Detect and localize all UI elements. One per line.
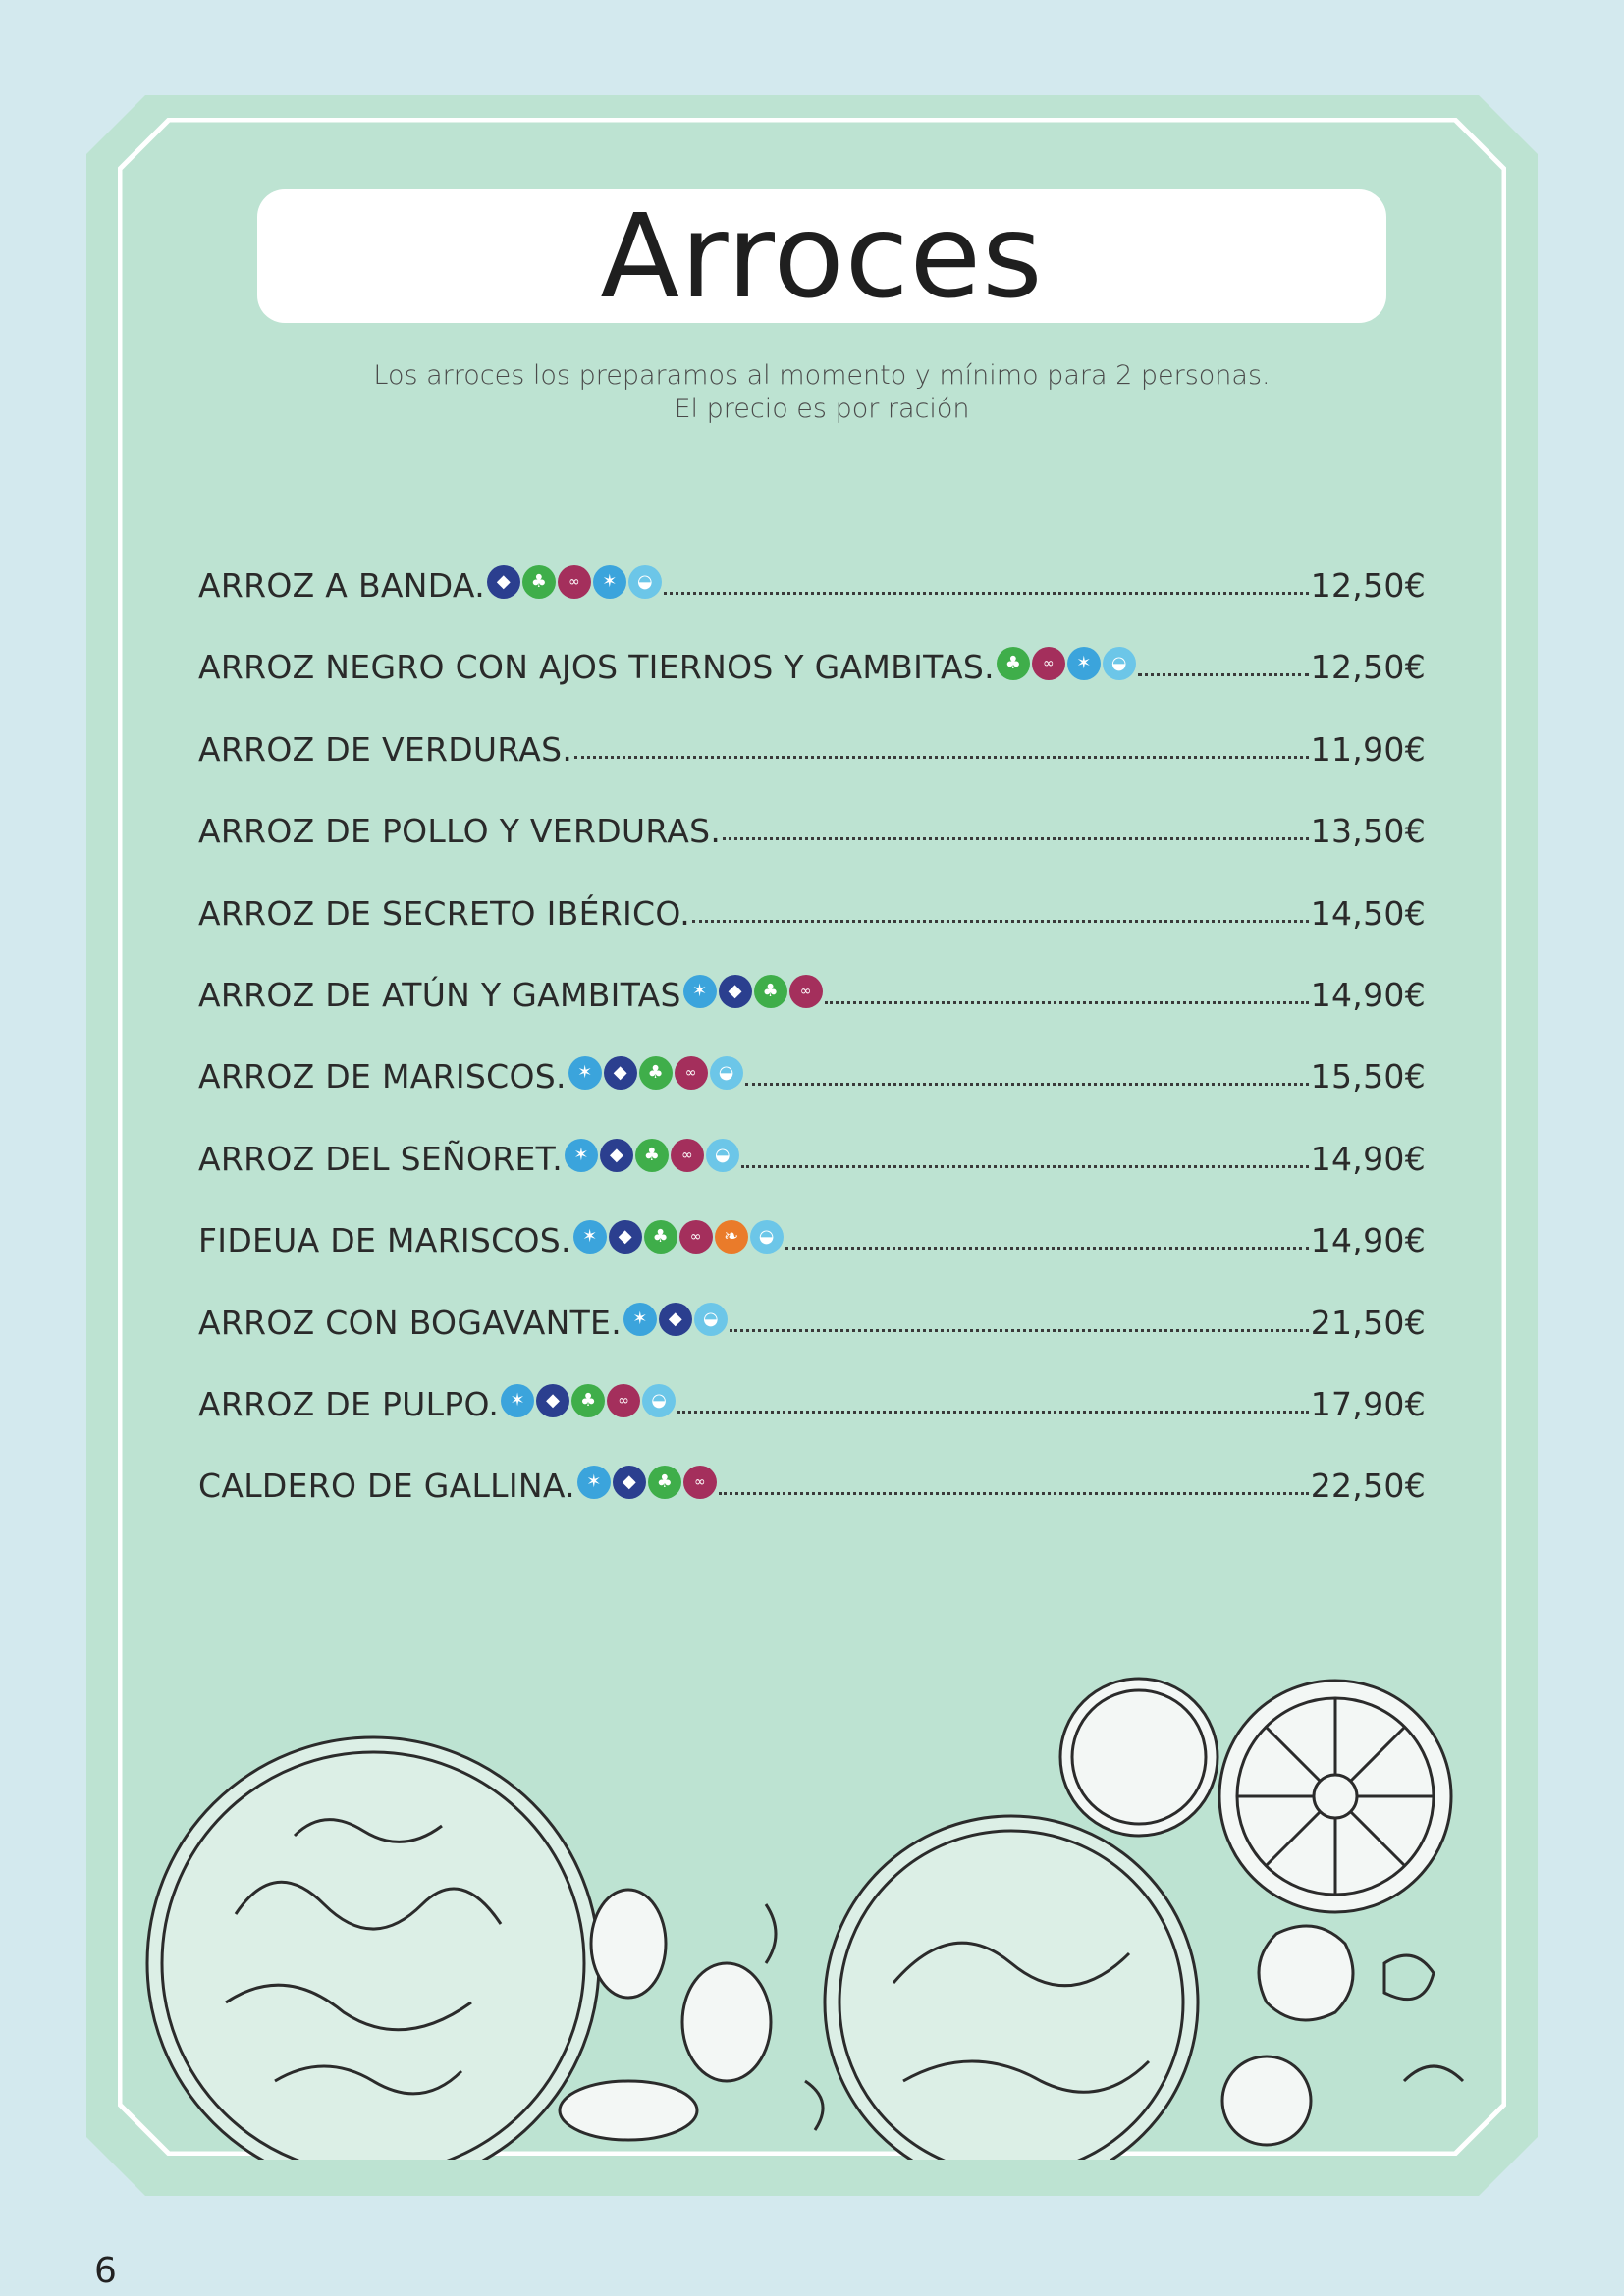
menu-item — [198, 639, 1426, 686]
dot-leader — [723, 837, 1309, 840]
menu-item — [198, 721, 1426, 769]
menu-item-name: ARROZ CON BOGAVANTE. — [198, 1303, 622, 1342]
dot-leader — [574, 756, 1309, 759]
menu-item-price: 13,50€ — [1310, 812, 1426, 851]
page-number: 6 — [94, 2251, 117, 2291]
celery-allergen-icon: ♣ — [754, 975, 787, 1008]
allergen-icons — [565, 1139, 739, 1172]
celery-allergen-icon: ♣ — [571, 1384, 605, 1417]
crustacean-allergen-icon: ✶ — [683, 975, 717, 1008]
food-illustration — [118, 1669, 1492, 2160]
crustacean-allergen-icon: ✶ — [501, 1384, 534, 1417]
menu-item-name: ARROZ NEGRO CON AJOS TIERNOS Y GAMBITAS. — [198, 648, 995, 687]
sulfite-allergen-icon: ∞ — [1032, 647, 1065, 680]
fish-allergen-icon: ◆ — [719, 975, 752, 1008]
fish-allergen-icon: ◆ — [609, 1220, 642, 1254]
menu-item — [198, 885, 1426, 933]
subtitle-line-2: El precio es por ración — [674, 394, 970, 424]
crustacean-allergen-icon: ✶ — [1067, 647, 1101, 680]
menu-item-price: 11,90€ — [1310, 729, 1426, 769]
dot-leader — [719, 1492, 1309, 1495]
menu-item-price: 14,90€ — [1310, 1221, 1426, 1260]
menu-item — [198, 558, 1426, 605]
dot-leader — [785, 1247, 1309, 1250]
allergen-icons — [573, 1220, 784, 1254]
menu-item-name: ARROZ DE MARISCOS. — [198, 1057, 567, 1096]
crustacean-allergen-icon: ✶ — [573, 1220, 607, 1254]
dot-leader — [745, 1083, 1309, 1086]
crustacean-allergen-icon: ✶ — [593, 565, 626, 599]
fish-allergen-icon: ◆ — [613, 1466, 646, 1499]
crustacean-allergen-icon: ✶ — [577, 1466, 611, 1499]
fish-allergen-icon: ◆ — [604, 1056, 637, 1090]
crustacean-allergen-icon: ✶ — [565, 1139, 598, 1172]
gluten-allergen-icon: ❧ — [715, 1220, 748, 1254]
menu-item-name: ARROZ A BANDA. — [198, 566, 485, 605]
dot-leader — [692, 920, 1309, 923]
menu-item-price: 21,50€ — [1310, 1303, 1426, 1342]
dot-leader — [664, 592, 1309, 595]
mollusc-allergen-icon: ◒ — [628, 565, 662, 599]
crustacean-allergen-icon: ✶ — [568, 1056, 602, 1090]
allergen-icons — [623, 1303, 728, 1336]
allergen-icons — [501, 1384, 676, 1417]
menu-item-name: ARROZ DE PULPO. — [198, 1385, 500, 1423]
mollusc-allergen-icon: ◒ — [642, 1384, 676, 1417]
page-title: Arroces — [600, 188, 1044, 324]
sulfite-allergen-icon: ∞ — [558, 565, 591, 599]
allergen-icons — [568, 1056, 743, 1090]
sulfite-allergen-icon: ∞ — [683, 1466, 717, 1499]
subtitle-line-1: Los arroces los preparamos al momento y mínimo para 2 personas. — [373, 360, 1271, 391]
fish-allergen-icon: ◆ — [600, 1139, 633, 1172]
sulfite-allergen-icon: ∞ — [607, 1384, 640, 1417]
menu-item — [198, 1212, 1426, 1259]
fish-allergen-icon: ◆ — [487, 565, 520, 599]
menu-item-price: 14,50€ — [1310, 893, 1426, 933]
menu-item-price: 12,50€ — [1310, 566, 1426, 605]
menu-item — [198, 1458, 1426, 1505]
menu-item-name: ARROZ DE ATÚN Y GAMBITAS — [198, 976, 681, 1014]
sulfite-allergen-icon: ∞ — [671, 1139, 704, 1172]
dot-leader — [1138, 673, 1309, 676]
menu-item-name: ARROZ DE SECRETO IBÉRICO. — [198, 893, 691, 933]
dot-leader — [677, 1411, 1308, 1414]
menu-item — [198, 967, 1426, 1014]
mollusc-allergen-icon: ◒ — [694, 1303, 728, 1336]
allergen-icons — [487, 565, 662, 599]
menu-item — [198, 1295, 1426, 1342]
menu-item — [198, 1131, 1426, 1178]
dot-leader — [825, 1001, 1309, 1004]
allergen-icons — [997, 647, 1136, 680]
menu-item-price: 15,50€ — [1310, 1057, 1426, 1096]
menu-item-name: FIDEUA DE MARISCOS. — [198, 1221, 571, 1260]
dot-leader — [730, 1329, 1309, 1332]
celery-allergen-icon: ♣ — [644, 1220, 677, 1254]
crustacean-allergen-icon: ✶ — [623, 1303, 657, 1336]
menu-item-name: ARROZ DEL SEÑORET. — [198, 1139, 564, 1178]
fish-allergen-icon: ◆ — [659, 1303, 692, 1336]
menu-item-name: ARROZ DE POLLO Y VERDURAS. — [198, 812, 722, 851]
sulfite-allergen-icon: ∞ — [679, 1220, 713, 1254]
menu-item — [198, 803, 1426, 850]
menu-item-price: 22,50€ — [1310, 1467, 1426, 1506]
menu-item-name: CALDERO DE GALLINA. — [198, 1467, 575, 1506]
mollusc-allergen-icon: ◒ — [706, 1139, 739, 1172]
celery-allergen-icon: ♣ — [997, 647, 1030, 680]
menu-item-price: 17,90€ — [1310, 1385, 1426, 1423]
menu-item — [198, 1048, 1426, 1095]
celery-allergen-icon: ♣ — [648, 1466, 681, 1499]
celery-allergen-icon: ♣ — [639, 1056, 673, 1090]
sulfite-allergen-icon: ∞ — [789, 975, 823, 1008]
sulfite-allergen-icon: ∞ — [675, 1056, 708, 1090]
menu-item — [198, 1376, 1426, 1423]
mollusc-allergen-icon: ◒ — [1103, 647, 1136, 680]
title-banner — [257, 189, 1386, 323]
allergen-icons — [683, 975, 823, 1008]
menu-item-price: 14,90€ — [1310, 976, 1426, 1014]
menu-item-price: 14,90€ — [1310, 1139, 1426, 1178]
allergen-icons — [577, 1466, 717, 1499]
mollusc-allergen-icon: ◒ — [710, 1056, 743, 1090]
celery-allergen-icon: ♣ — [522, 565, 556, 599]
dot-leader — [741, 1165, 1309, 1168]
fish-allergen-icon: ◆ — [536, 1384, 569, 1417]
celery-allergen-icon: ♣ — [635, 1139, 669, 1172]
mollusc-allergen-icon: ◒ — [750, 1220, 784, 1254]
menu-item-price: 12,50€ — [1310, 648, 1426, 687]
menu-item-name: ARROZ DE VERDURAS. — [198, 729, 573, 769]
